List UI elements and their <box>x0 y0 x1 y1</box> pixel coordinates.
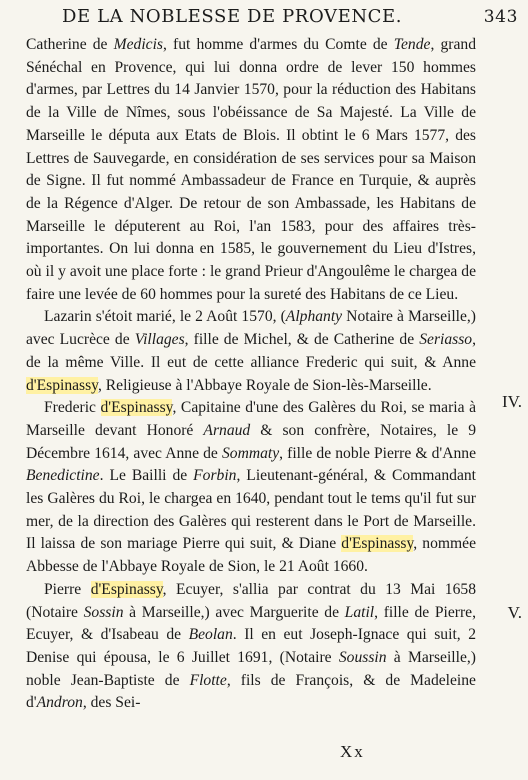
text-run: , nommée Abbesse de l'Abbaye Royale de Sion, le 21 Août 1660. <box>26 535 476 576</box>
text-run: Lazarin s'étoit marié, le 2 Août 1570, ( <box>44 308 286 326</box>
text-run: , Ecuyer, s'allia par contrat du 13 Mai 1658 (Notaire <box>26 580 476 621</box>
text-body <box>26 34 476 715</box>
text-run: Notaire à Marseille,) avec Lucrèce de <box>26 308 476 349</box>
text-run: Pierre <box>44 580 91 598</box>
italic-name: Tende <box>393 36 431 53</box>
italic-name: Medicis <box>113 36 163 53</box>
text-run: , fille de noble Pierre & d'Anne <box>279 444 476 462</box>
italic-name: Sommaty <box>221 444 280 462</box>
text-run: , des Sei- <box>82 694 141 712</box>
signature-mark: Xx <box>340 742 365 761</box>
text-run: , Religieuse à l'Abbaye Royale de Sion-lès-Marseille. <box>97 376 432 394</box>
italic-name: Alphanty <box>285 308 343 326</box>
text-run: . Le Bailli de <box>99 467 194 485</box>
text-run: , Lieutenant-général, & Commandant les Galères du Roi, le chargea en 1640, pendant tout le tems qu'il fut sur mer, de la direction des Galères qui resterent dans le Port de Marseille. Il laissa de son mariage Pierre qui suit, & Diane <box>26 467 476 553</box>
margin-note-iv: IV. <box>502 392 522 411</box>
paragraph-3 <box>26 397 476 579</box>
paragraph-2 <box>26 306 476 397</box>
margin-note-v: V. <box>507 603 522 622</box>
text-run: , Capitaine d'une des Galères du Roi, se maria à Marseille devant Honoré <box>26 399 476 439</box>
page-number: 343 <box>483 7 518 27</box>
text-run: à Marseille,) noble Jean-Baptiste de <box>26 648 476 689</box>
page-title: DE LA NOBLESSE DE PROVENCE. <box>62 6 403 27</box>
paragraph-4 <box>26 579 476 715</box>
italic-name: Andron <box>36 694 83 712</box>
text-run: . Il en eut Joseph-Ignace qui suit, 2 Denise qui épousa, le 6 Juillet 1691, (Notaire <box>26 626 476 666</box>
text-run: , fille de Michel, & de Catherine de <box>184 331 420 349</box>
text-run: , fils de François, & de Madeleine d' <box>26 671 476 712</box>
italic-name: Arnaud <box>203 421 251 439</box>
running-header <box>62 6 518 30</box>
text-run: , de la même Ville. Il eut de cette alliance Frederic qui suit, & Anne <box>26 331 476 371</box>
italic-name: Forbin <box>193 467 237 485</box>
paragraph-1 <box>26 34 476 306</box>
italic-name: Latil <box>344 603 375 621</box>
text-run: Frederic <box>44 399 101 417</box>
highlighted-name: d'Espinassy <box>26 376 98 394</box>
italic-name: Sossin <box>83 603 124 621</box>
italic-name: Beolan <box>188 626 233 644</box>
italic-name: Villages <box>134 331 185 349</box>
italic-name: Flotte <box>189 671 227 689</box>
text-run: Catherine de <box>26 36 114 53</box>
text-run: à Marseille,) avec Marguerite de <box>123 603 345 621</box>
text-run: , fut homme d'armes du Comte de <box>163 36 394 53</box>
text-run: & son confrère, Notaires, le 9 Décembre 1614, avec Anne de <box>26 421 476 462</box>
highlighted-name: d'Espinassy <box>100 399 173 417</box>
italic-name: Benedictine <box>26 467 100 485</box>
text-run: , fille de Pierre, Ecuyer, & d'Isabeau de <box>26 603 476 644</box>
highlighted-name: d'Espinassy <box>341 535 414 553</box>
text-run: , grand Sénéchal en Provence, qui lui donna ordre de lever 150 hommes d'armes, par Lettres du 14 Janvier 1570, pour la réduction des Habitans de la Ville de Nîmes, sous l'obéissance de Sa Majesté. La Ville de Marseille le députa aux Etats de Blois. Il obtint le 6 Mars 1577, des Lettres de Sauvegarde, en considération de ses services pour sa Maison de Signe. Il fut nommé Ambassadeur de France en Turquie, & auprès de la Régence d'Alger. De retour de son Ambassade, les Habitans de Marseille le députerent au Roi, l'an 1583, pour des affaires très-importantes. On lui donna en 1585, le gouvernement du Lieu d'Istres, où il y avoit une place forte : le grand Prieur d'Angoulême le chargea de faire une levée de 60 hommes pour la sureté des Habitans de ce Lieu. <box>26 36 476 303</box>
highlighted-name: d'Espinassy <box>90 580 163 598</box>
italic-name: Soussin <box>338 648 387 666</box>
italic-name: Seriasso <box>419 331 473 349</box>
